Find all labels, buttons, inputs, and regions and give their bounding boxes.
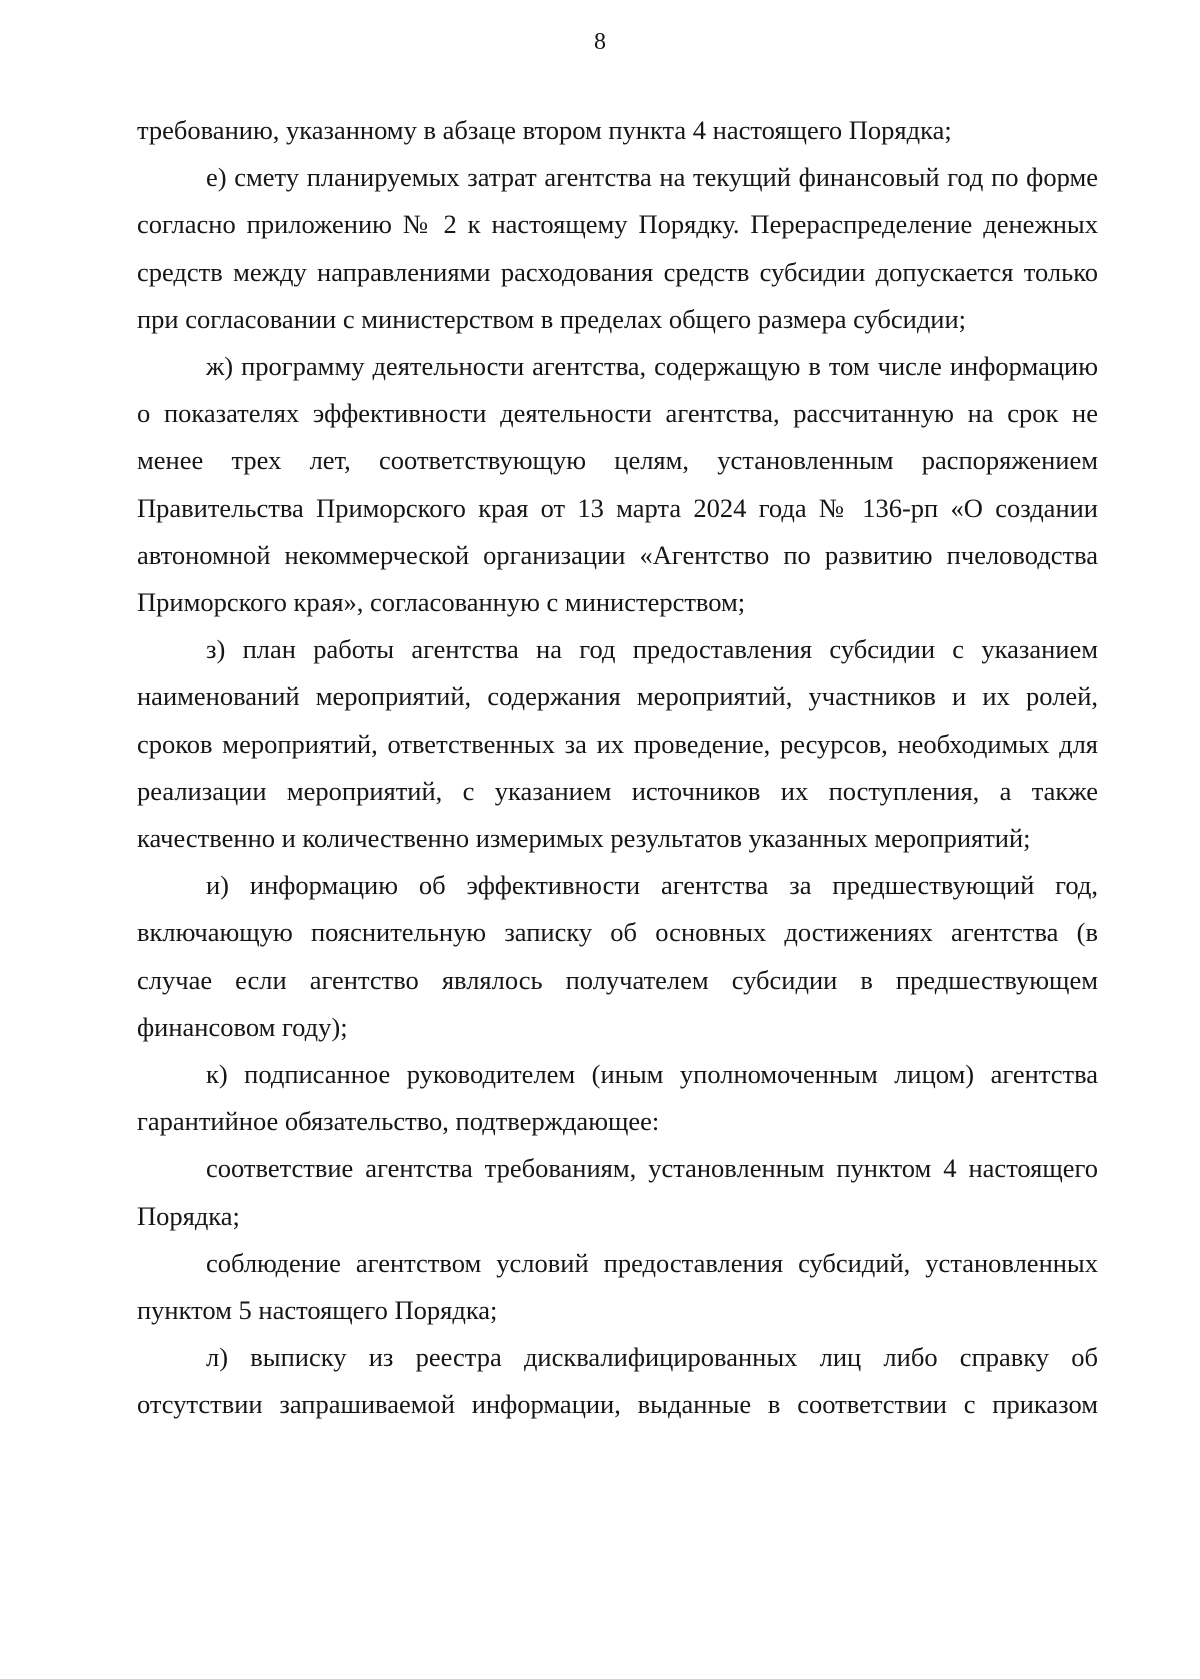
paragraph-item-k-sub-1: соответствие агентства требованиям, установленным пунктом 4 настоящего Порядка; [137,1153,1098,1231]
page-number: 8 [594,29,606,55]
paragraph-item-k-sub-2: соблюдение агентством условий предоставления субсидий, установленных пунктом 5 настоящего Порядка; [137,1247,1098,1326]
document-body [137,107,1098,1429]
paragraph-item-k: к) подписанное руководителем (иным уполномоченным лицом) агентства гарантийное обязательство, подтверждающее: [137,1059,1098,1137]
paragraph-continuation: требованию, указанному в абзаце втором пункта 4 настоящего Порядка; [137,115,952,145]
paragraph-item-z: з) план работы агентства на год предоставления субсидии с указанием наименований мероприятий, содержания мероприятий, участников и их ролей, сроков мероприятий, ответственных за их проведение, ресурсов, необходимых для реализации мероприятий, с указанием источников их поступления, а также качественно и количественно измеримых результатов указанных мероприятий; [137,634,1098,854]
paragraph-item-zh: ж) программу деятельности агентства, содержащую в том числе информацию о показателях эффективности деятельности агентства, рассчитанную на срок не менее трех лет, соответствующую целям, установленным распоряжением Правительства Приморского края от 13 марта 2024 года № 136-рп «О создании автономной некоммерческой организации «Агентство по развитию пчеловодства Приморского края», согласованную с министерством; [137,351,1098,618]
paragraph-item-e: е) смету планируемых затрат агентства на текущий финансовый год по форме согласно приложению № 2 к настоящему Порядку. Перераспределение денежных средств между направлениями расходования средств субсидии допускается только при согласовании с министерством в пределах общего размера субсидии; [137,162,1098,334]
paragraph-item-i: и) информацию об эффективности агентства за предшествующий год, включающую пояснительную записку об основных достижениях агентства (в случае если агентство являлось получателем субсидии в предшествующем финансовом году); [137,870,1098,1042]
paragraph-item-l: л) выписку из реестра дисквалифицированных лиц либо справку об отсутствии запрашиваемой информации, выданные в соответствии с приказом [137,1342,1098,1420]
